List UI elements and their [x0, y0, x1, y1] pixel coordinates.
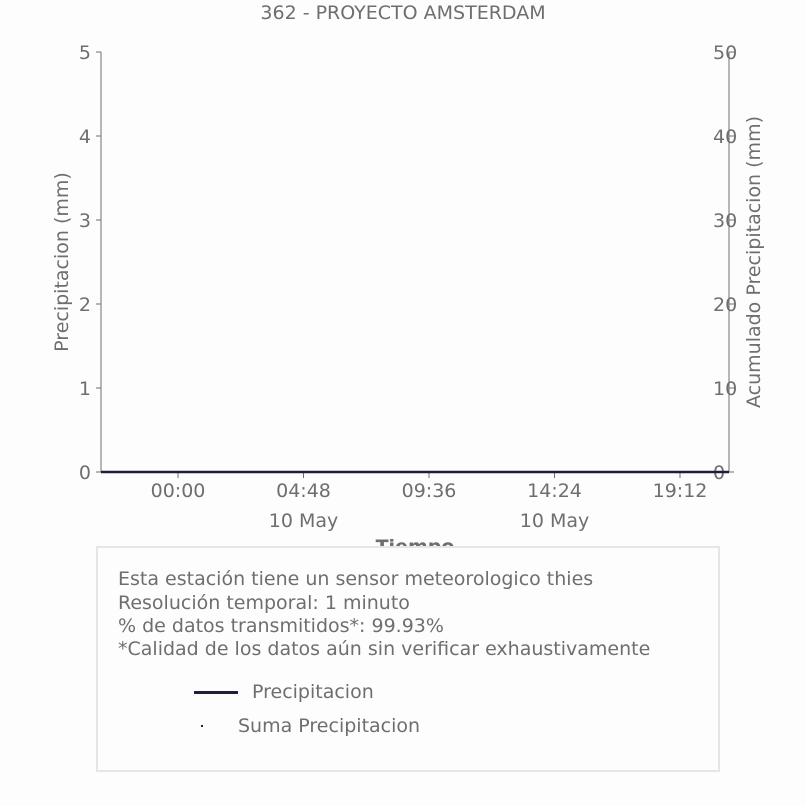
info-line-quality-note: *Calidad de los datos aún sin verificar exhaustivamente [118, 638, 651, 660]
x-tick-label: 04:48 [276, 480, 331, 502]
x-tick-sublabel: 10 May [268, 510, 339, 532]
right-y-tick-label: 50 [713, 42, 738, 64]
chart-title: 362 - PROYECTO AMSTERDAM [260, 2, 546, 24]
left-y-tick-label: 1 [78, 378, 91, 400]
left-y-tick-label: 3 [78, 210, 91, 232]
legend-label-suma-precipitacion: Suma Precipitacion [238, 715, 421, 737]
info-box [96, 546, 720, 772]
info-line-resolution: Resolución temporal: 1 minuto [118, 592, 410, 614]
right-y-tick-label: 10 [713, 378, 738, 400]
left-y-tick-label: 0 [78, 462, 91, 484]
x-tick-label: 19:12 [652, 480, 708, 502]
info-line-sensor: Esta estación tiene un sensor meteorologico thies [118, 568, 594, 590]
left-y-tick-label: 2 [78, 294, 91, 316]
legend-label-precipitacion: Precipitacion [252, 681, 374, 703]
right-y-tick-label: 40 [713, 126, 738, 148]
left-y-tick-label: 4 [78, 126, 91, 148]
left-y-tick-label: 5 [78, 42, 91, 64]
right-y-tick-label: 0 [713, 462, 726, 484]
right-y-tick-label: 30 [713, 210, 738, 232]
x-tick-label: 00:00 [150, 480, 206, 502]
x-tick-sublabel: 10 May [519, 510, 590, 532]
right-y-axis-label: Acumulado Precipitacion (mm) [743, 116, 765, 408]
legend-dot-swatch [201, 725, 203, 727]
x-tick-label: 09:36 [401, 480, 457, 502]
legend-line-swatch [194, 691, 238, 694]
left-y-axis-label: Precipitacion (mm) [51, 172, 73, 352]
right-y-tick-label: 20 [713, 294, 738, 316]
info-line-transmitted: % de datos transmitidos*: 99.93% [118, 615, 444, 637]
x-tick-label: 14:24 [527, 480, 582, 502]
